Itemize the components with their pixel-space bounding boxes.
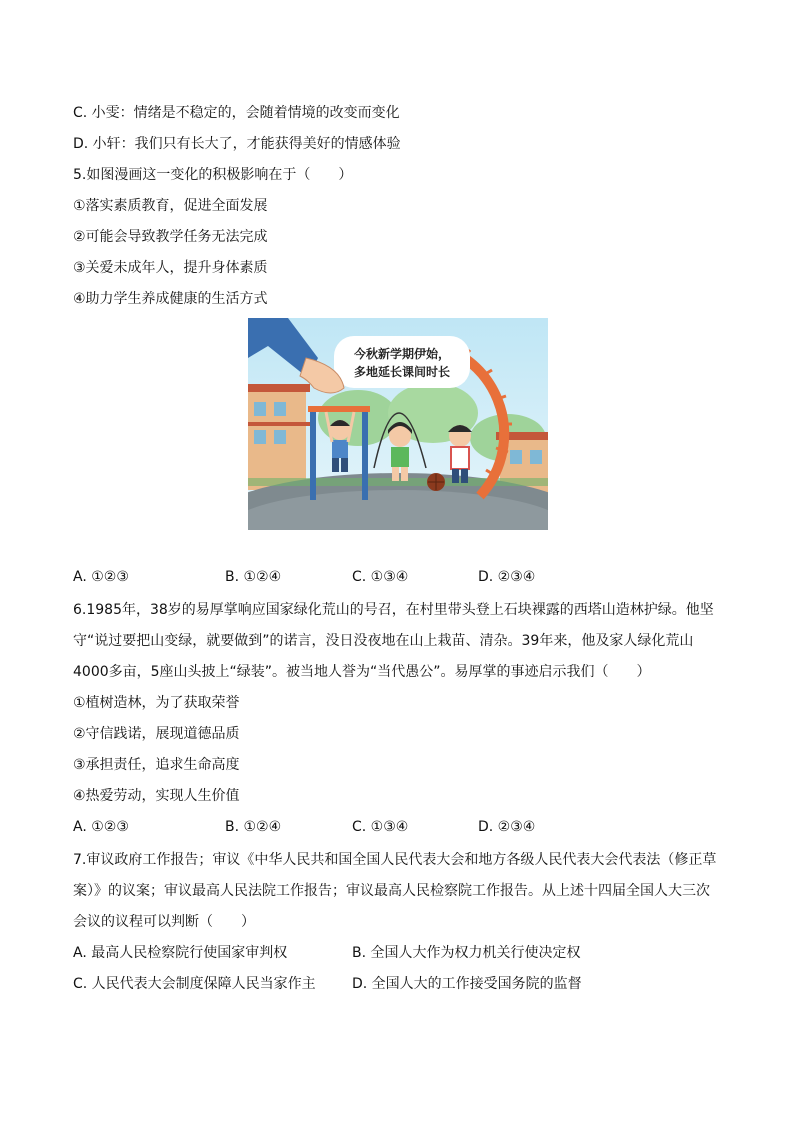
q4-option-d: D. 小轩：我们只有长大了，才能获得美好的情感体验	[73, 136, 401, 152]
q5-item-3: ③关爱未成年人，提升身体素质	[73, 260, 268, 276]
q6-option-c: C. ①③④	[352, 819, 409, 835]
cartoon-caption-1: 今秋新学期伊始，	[353, 347, 451, 361]
q5-item-1: ①落实素质教育，促进全面发展	[73, 198, 268, 214]
q7-stem-line-1: 7.审议政府工作报告；审议《中华人民共和国全国人民代表大会和地方各级人民代表大会代表法（修正草	[73, 852, 717, 868]
cartoon-illustration	[248, 318, 548, 530]
q5-option-a: A. ①②③	[73, 569, 129, 585]
q7-stem-line-3: 会议的议程可以判断（ ）	[73, 914, 255, 930]
q6-option-d: D. ②③④	[478, 819, 536, 835]
q5-option-b: B. ①②④	[225, 569, 282, 585]
q6-item-1: ①植树造林，为了获取荣誉	[73, 695, 240, 711]
q5-stem: 5.如图漫画这一变化的积极影响在于（ ）	[73, 167, 353, 183]
q5-option-d: D. ②③④	[478, 569, 536, 585]
q7-option-d: D. 全国人大的工作接受国务院的监督	[352, 976, 582, 992]
q7-option-a: A. 最高人民检察院行使国家审判权	[73, 945, 288, 961]
q4-option-c: C. 小雯：情绪是不稳定的，会随着情境的改变而变化	[73, 105, 400, 121]
q7-stem-line-2: 案）》的议案；审议最高人民法院工作报告；审议最高人民检察院工作报告。从上述十四届全国人大三次	[73, 883, 710, 899]
q7-option-b: B. 全国人大作为权力机关行使决定权	[352, 945, 581, 961]
q6-item-4: ④热爱劳动，实现人生价值	[73, 788, 240, 804]
q6-option-b: B. ①②④	[225, 819, 282, 835]
q5-item-4: ④助力学生养成健康的生活方式	[73, 291, 268, 307]
q6-stem-line-3: 4000多亩，5座山头披上“绿装”。被当地人誉为“当代愚公”。易厚掌的事迹启示我们（ ）	[73, 664, 651, 680]
q6-option-a: A. ①②③	[73, 819, 129, 835]
q6-stem-line-2: 守“说过要把山变绿，就要做到”的诺言，没日没夜地在山上栽苗、清杂。39年来，他及家人绿化荒山	[73, 633, 694, 649]
cartoon-caption-2: 多地延长课间时长	[353, 365, 451, 379]
q6-item-2: ②守信践诺，展现道德品质	[73, 726, 240, 742]
q6-item-3: ③承担责任，追求生命高度	[73, 757, 240, 773]
q7-option-c: C. 人民代表大会制度保障人民当家作主	[73, 976, 316, 992]
q5-item-2: ②可能会导致教学任务无法完成	[73, 229, 268, 245]
q6-stem-line-1: 6.1985年，38岁的易厚掌响应国家绿化荒山的号召，在村里带头登上石块裸露的西塔山造林护绿。他坚	[73, 602, 714, 618]
q5-option-c: C. ①③④	[352, 569, 409, 585]
